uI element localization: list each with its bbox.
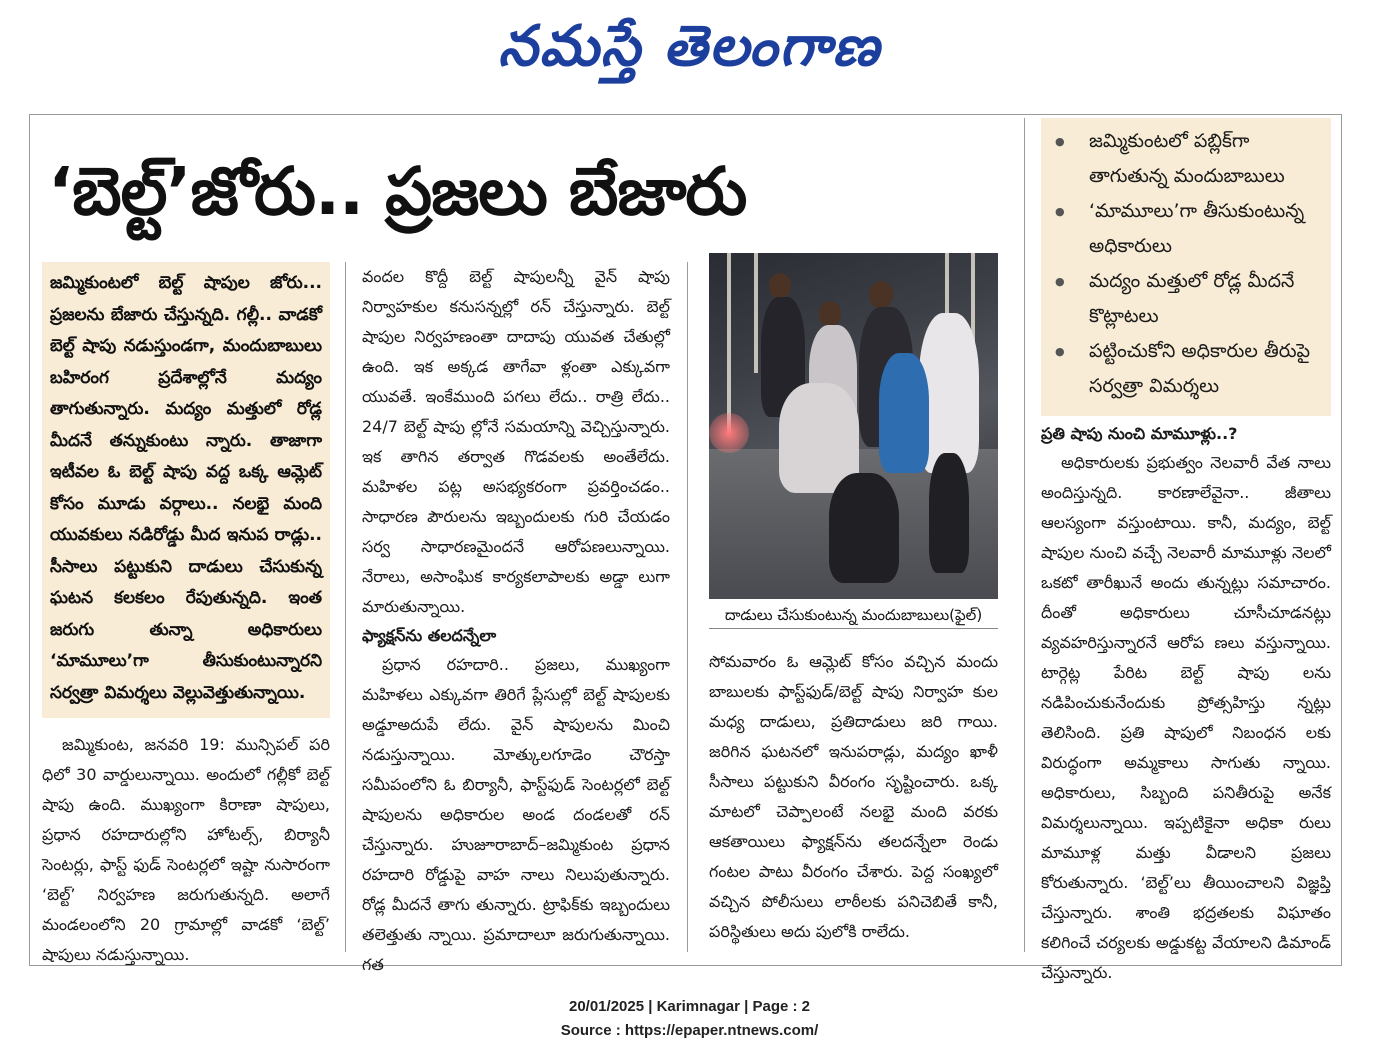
col4-paragraph: అధికారులకు ప్రభుత్వం నెలవారీ వేత నాలు అందిస్తున్నది. కారణాలేవైనా.. జీతాలు ఆలస్యంగా వస్తుంటాయి. కానీ, మద్యం, బెల్ట్ షాపుల నుంచి వచ్చే నెలవారీ మామూళ్లు నెలలో ఒకటో తారీఖునే అందు తున్నట్లు సమాచారం. దీంతో అధికారులు చూసీచూడనట్లు వ్యవహరిస్తున్నారనే ఆరోప ణలు వస్తున్నాయి. టార్గెట్ల పేరిట బెల్ట్ షాపు లను నడిపించుకునేందుకు ప్రోత్సహిస్తు న్నట్లు తెలిసింది. ప్రతి షాపులో నిబంధన లకు విరుద్ధంగా అమ్మకాలు సాగుతు న్నాయి. అధికారులు, సిబ్బంది పనితీరుపై అనేక విమర్శలున్నాయి. ఇప్పటికైనా అధికా రులు మామూళ్ల మత్తు వీడాలని ప్రజలు కోరుతున్నారు. ‘బెల్ట్’లు తీయించాలని విజ్ఞప్తి చేస్తున్నారు. శాంతి భద్రతలకు విఘాతం కలిగించే చర్యలకు అడ్డుకట్ట వేయాలని డిమాండ్ చేస్తున్నారు. xyxy=(1041,453,1331,982)
highlight-item: ● ‘మామూలు’గా తీసుకుంటున్న అధికారులు xyxy=(1049,194,1325,264)
column-divider xyxy=(687,262,688,952)
highlight-item: ● మద్యం మత్తులో రోడ్ల మీదనే కొట్లాటలు xyxy=(1049,264,1325,334)
article-intro: జమ్మికుంటలో బెల్ట్ షాపుల జోరు... ప్రజలను బేజారు చేస్తున్నది. గల్లీ.. వాడకో బెల్ట్ షాపు నడుస్తుండగా, మందుబాబులు బహిరంగ ప్రదేశాల్లోనే మద్యం తాగుతున్నారు. మద్యం మత్తులో రోడ్ల మీదనే తన్నుకుంటు న్నారు. తాజాగా ఇటీవల ఓ బెల్ట్ షాపు వద్ద ఒక్క ఆమ్లెట్ కోసం మూడు వర్గాలు.. నలభై మంది యువకులు నడిరోడ్డు మీద ఇనుప రాడ్లు.. సీసాలు పట్టుకుని దాడులు చేసుకున్న ఘటన కలకలం రేపుతున్నది. ఇంత జరుగు తున్నా అధికారులు ‘మామూలు’గా తీసుకుంటున్నారని సర్వత్రా విమర్శలు వెల్లువెత్తుతున్నాయి. xyxy=(42,262,330,718)
footer-date-line: 20/01/2025 | Karimnagar | Page : 2 xyxy=(568,998,811,1015)
highlight-item: ● జమ్మికుంటలో పబ్లిక్‌గా తాగుతున్న మందుబాబులు xyxy=(1049,124,1325,194)
highlight-item: ● పట్టించుకోని అధికారుల తీరుపై సర్వత్రా విమర్శలు xyxy=(1049,334,1325,404)
column-divider xyxy=(345,262,346,952)
highlights-box xyxy=(1041,118,1331,416)
col1-paragraph: జమ్మికుంట, జనవరి 19: మున్సిపల్ పరి ధిలో 30 వార్డులున్నాయి. అందులో గల్లీకో బెల్ట్ షాపు ఉంది. ముఖ్యంగా కిరాణా షాపులు, ప్రధాన రహదారుల్లోని హోటల్స్, బిర్యానీ సెంటర్లు, ఫాస్ట్ ఫుడ్ సెంటర్లలో ఇష్టా నుసారంగా ‘బెల్ట్’ నిర్వహణ జరుగుతున్నది. అలాగే మండలంలోని 20 గ్రామాల్లో వాడకో ‘బెల్ట్’ షాపులు నడుస్తున్నాయి. xyxy=(42,735,330,964)
column-4 xyxy=(1041,420,1331,982)
column-1 xyxy=(42,730,330,964)
photo-caption: దాడులు చేసుకుంటున్న మందుబాబులు(ఫైల్) xyxy=(709,602,998,629)
brawl-photo xyxy=(709,253,998,599)
col2-paragraph-2: ప్రధాన రహదారి.. ప్రజలు, ముఖ్యంగా మహిళలు ఎక్కువగా తిరిగే ప్లేసుల్లో బెల్ట్ షాపులకు అడ్డూఅదుపే లేదు. వైన్ షాపులను మించి నడుస్తున్నాయి. మోత్కులగూడెం చౌరస్తా సమీపంలోని ఓ బిర్యానీ, ఫాస్ట్‌ఫుడ్ సెంటర్లలో బెల్ట్ షాపులను అధికారుల అండ దండలతో రన్ చేస్తున్నారు. హుజూరాబాద్–జమ్మికుంట ప్రధాన రహదారి రోడ్డుపై వాహ నాలు నిలుపుతున్నారు. రోడ్ల మీదనే తాగు తున్నారు. ట్రాఫిక్‌కు ఇబ్బందులు తలెత్తుతు న్నాయి. ప్రమాదాలూ జరుగుతున్నాయి. గత xyxy=(362,655,670,974)
column-divider xyxy=(1024,118,1025,952)
column-3 xyxy=(709,647,998,952)
column-2 xyxy=(362,262,670,974)
col4-subheading: ప్రతి షాపు నుంచి మామూళ్లు..? xyxy=(1041,424,1238,443)
newspaper-masthead: నమస్తే తెలంగాణ xyxy=(498,14,881,79)
col2-paragraph-1: వందల కొద్దీ బెల్ట్ షాపులన్నీ వైన్ షాపు నిర్వాహకుల కనుసన్నల్లో రన్ చేస్తున్నారు. బెల్ట్ షాపుల నిర్వహణంతా దాదాపు యువత చేతుల్లో ఉంది. ఇక అక్కడ తాగేవా ళ్లంతా ఎక్కువగా యువతే. ఇంకేముంది పగలు లేదు.. రాత్రి లేదు.. 24/7 బెల్ట్ షాపు ల్లోనే సమయాన్ని వెచ్చిస్తున్నారు. ఇక తాగిన తర్వాత గొడవలకు అంతేలేదు. మహిళల పట్ల అసభ్యకరంగా ప్రవర్తించడం.. సాధారణ పౌరులను ఇబ్బందులకు గురి చేయడం సర్వ సాధారణమైందనే ఆరోపణలున్నాయి. నేరాలు, అసాంఘిక కార్యకలాపాలకు అడ్డా లుగా మారుతున్నాయి. xyxy=(362,267,670,616)
col2-subheading: ఫ్యాక్షన్‌ను తలదన్నేలా xyxy=(362,626,497,645)
col3-paragraph: సోమవారం ఓ ఆమ్లెట్ కోసం వచ్చిన మందు బాబులకు ఫాస్ట్‌ఫుడ్/బెల్ట్ షాపు నిర్వాహ కుల మధ్య దాడులు, ప్రతిదాడులు జరి గాయి. జరిగిన ఘటనలో ఇనుపరాడ్లు, మద్యం ఖాళీ సీసాలు పట్టుకుని వీరంగం సృష్టించారు. ఒక్క మాటలో చెప్పాలంటే నలభై మంది వరకు ఆకతాయిలు ఫ్యాక్షన్‌ను తలదన్నేలా రెండు గంటల పాటు వీరంగం చేశారు. పెద్ద సంఖ్యలో వచ్చిన పోలీసులు లాఠీలకు పనిచెబితే కానీ, పరిస్థితులు అదు పులోకి రాలేదు. xyxy=(709,652,998,941)
article-headline: ‘బెల్ట్’జోరు.. ప్రజలు బేజారు xyxy=(48,153,747,230)
footer-source-line: Source : https://epaper.ntnews.com/ xyxy=(560,1022,819,1039)
